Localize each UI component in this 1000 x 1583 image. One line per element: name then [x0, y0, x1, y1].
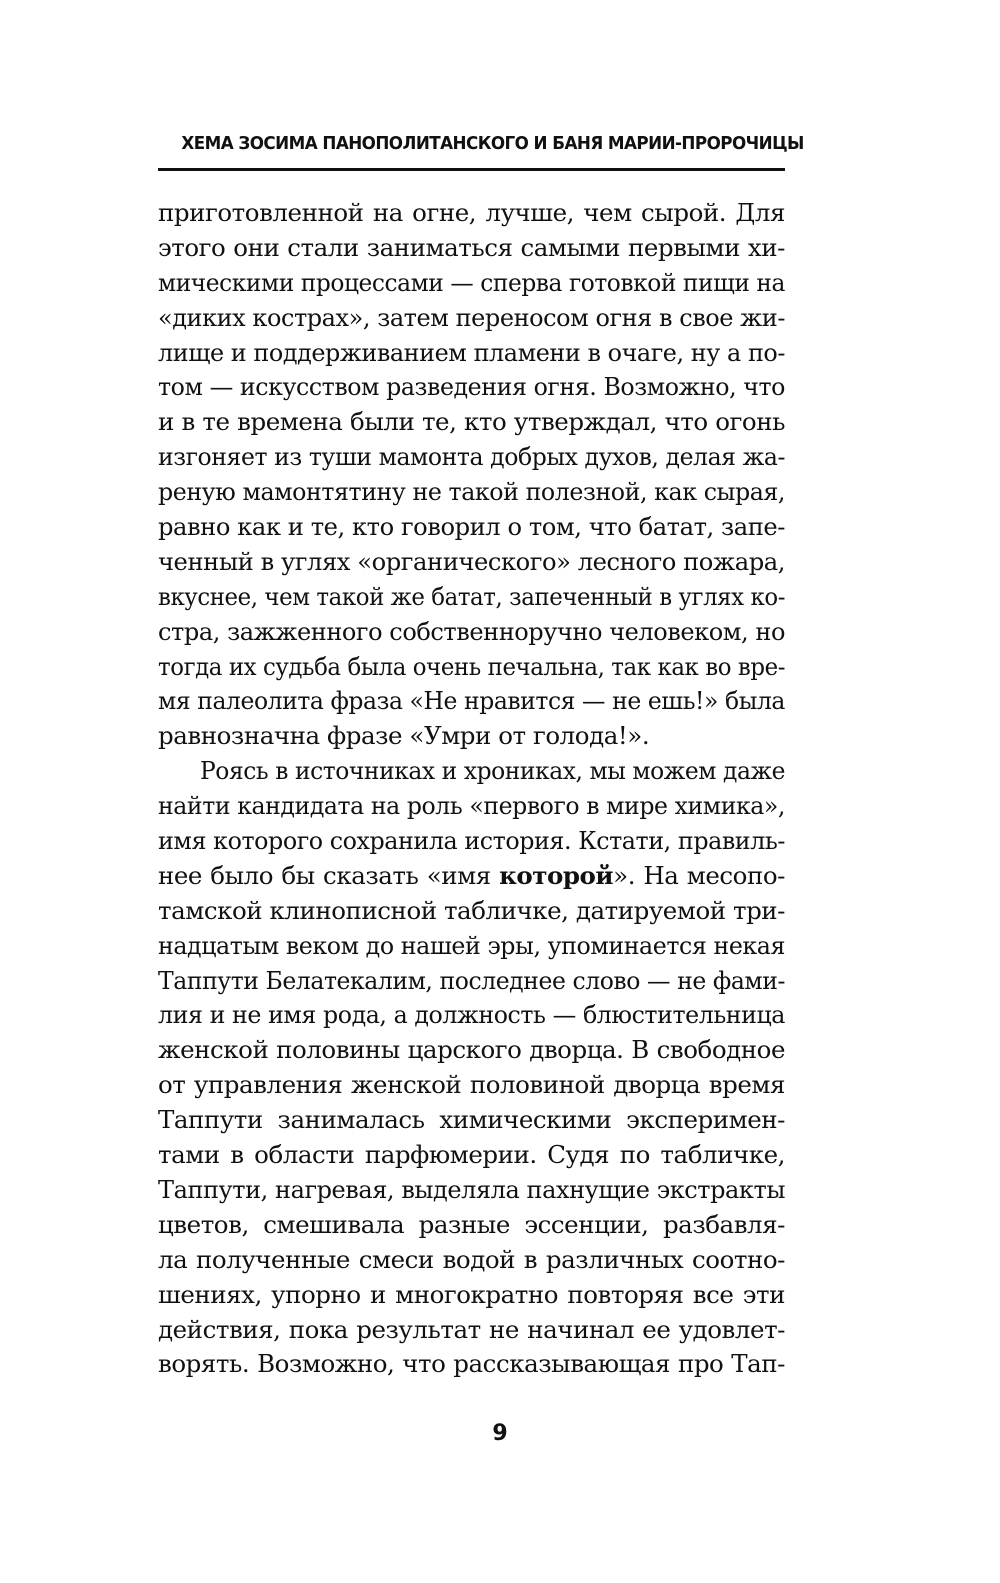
text-line: стра, зажженного собственноручно человеком, но: [158, 616, 785, 646]
text-line: имя которого сохранила история. Кстати, правиль-: [158, 826, 785, 856]
text-line: «диких кострах», затем переносом огня в свое жи-: [158, 302, 785, 332]
text-line: лище и поддерживанием пламени в очаге, ну а по-: [158, 337, 785, 367]
text-run: нее было бы сказать «имя: [158, 860, 500, 890]
text-line: ла полученные смеси водой в различных соотно-: [158, 1244, 785, 1274]
running-title: ХЕМА ЗОСИМА ПАНОПОЛИТАНСКОГО И БАНЯ МАРИИ-ПРОРОЧИЦЫ: [181, 133, 804, 154]
text-line: действия, пока результат не начинал ее удовлет-: [158, 1314, 785, 1344]
text-line: этого они стали заниматься самыми первыми хи-: [158, 232, 785, 262]
text-line: ченный в углях «органического» лесного пожара,: [158, 546, 785, 576]
text-line: изгоняет из туши мамонта добрых духов, делая жа-: [158, 442, 785, 472]
paragraph-1: [158, 196, 785, 754]
text-line: женской половины царского дворца. В свободное: [158, 1035, 785, 1065]
text-run: ». На месопо-: [613, 860, 785, 890]
text-line: равно как и те, кто говорил о том, что батат, запе-: [158, 512, 785, 542]
text-line: мическими процессами — сперва готовкой пищи на: [158, 267, 785, 297]
text-line: цветов, смешивала разные эссенции, разбавля-: [158, 1209, 785, 1239]
text-line: том — искусством разведения огня. Возможно, что: [158, 372, 785, 402]
text-line: Роясь в источниках и хрониках, мы можем даже: [200, 756, 785, 786]
text-line: тогда их судьба была очень печальна, так как во вре-: [158, 651, 785, 681]
text-line: вкуснее, чем такой же батат, запеченный в углях ко-: [158, 581, 785, 611]
text-line: шениях, упорно и многократно повторяя все эти: [158, 1279, 785, 1309]
text-line: приготовленной на огне, лучше, чем сырой. Для: [158, 198, 785, 227]
text-line: лия и не имя рода, а должность — блюстительница: [158, 1000, 785, 1030]
emphasized-word: которой: [499, 860, 614, 890]
running-header: [158, 128, 804, 171]
text-line: от управления женской половиной дворца время: [158, 1070, 785, 1100]
text-line: Таппути занималась химическими эксперимен-: [158, 1105, 785, 1135]
page-number: 9: [492, 1421, 508, 1446]
text-line: и в те времена были те, кто утверждал, что огонь: [158, 407, 785, 437]
text-line: тами в области парфюмерии. Судя по табличке,: [158, 1140, 785, 1170]
text-line: равнозначна фразе «Умри от голода!».: [158, 721, 650, 751]
text-line: надцатым веком до нашей эры, упоминается некая: [158, 930, 785, 960]
text-line-with-emphasis: [158, 859, 785, 894]
paragraph-2: [158, 754, 785, 1382]
page-body: [158, 196, 785, 1382]
text-line: ворять. Возможно, что рассказывающая про Тап-: [158, 1349, 785, 1379]
text-line: Таппути, нагревая, выделяла пахнущие экстракты: [158, 1174, 785, 1204]
text-line: мя палеолита фраза «Не нравится — не ешь!» была: [158, 686, 785, 716]
text-line: найти кандидата на роль «первого в мире химика»,: [158, 791, 785, 821]
text-line: Таппути Белатекалим, последнее слово — не фами-: [158, 965, 785, 995]
text-line: реную мамонтятину не такой полезной, как сырая,: [158, 477, 785, 507]
text-line: тамской клинописной табличке, датируемой три-: [158, 895, 785, 925]
